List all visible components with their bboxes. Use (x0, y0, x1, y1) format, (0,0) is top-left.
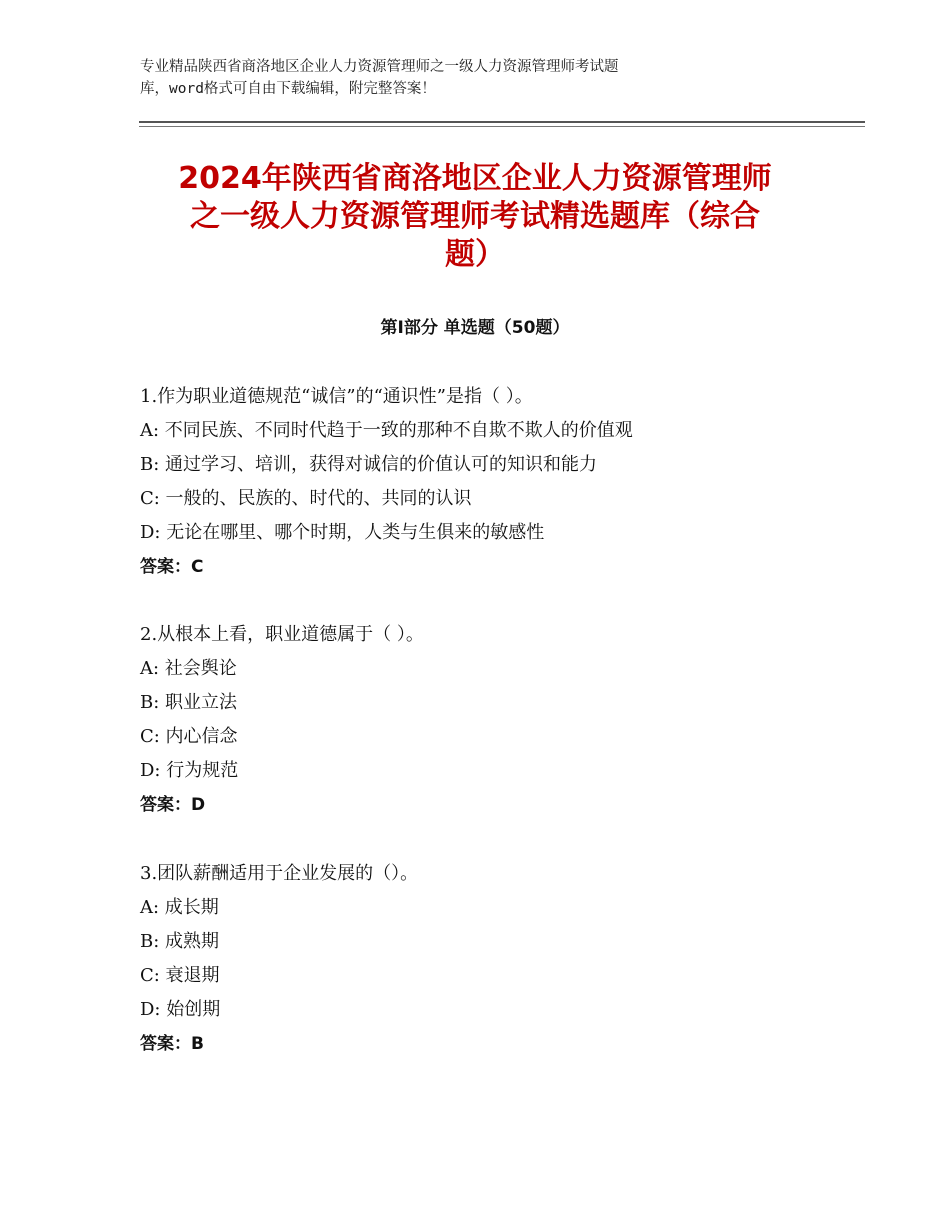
header-note (140, 56, 780, 100)
document-title-line-1: 2024年陕西省商洛地区企业人力资源管理师 (178, 161, 772, 196)
answer-label: 答案：D (140, 795, 206, 815)
header-divider-thin (139, 126, 865, 127)
option-c: C: 内心信念 (140, 726, 238, 747)
question-1 (140, 383, 840, 587)
document-title (120, 160, 830, 274)
document-title-line-3: 题） (445, 237, 505, 272)
question-stem: 3.团队薪酬适用于企业发展的（）。 (140, 863, 419, 884)
question-3 (140, 860, 840, 1064)
question-stem: 1.作为职业道德规范“诚信”的“通识性”是指（ ）。 (140, 386, 533, 407)
option-b: B: 通过学习、培训，获得对诚信的价值认可的知识和能力 (140, 454, 598, 475)
answer-label: 答案：C (140, 557, 204, 577)
document-title-line-2: 之一级人力资源管理师考试精选题库（综合 (190, 199, 760, 234)
option-b: B: 成熟期 (140, 931, 220, 952)
option-a: A: 不同民族、不同时代趋于一致的那种不自欺不欺人的价值观 (140, 420, 633, 441)
option-a: A: 社会舆论 (140, 658, 237, 679)
option-d: D: 无论在哪里、哪个时期，人类与生俱来的敏感性 (140, 522, 545, 543)
option-c: C: 一般的、民族的、时代的、共同的认识 (140, 488, 472, 509)
answer-label: 答案：B (140, 1034, 204, 1054)
header-divider-thick (139, 121, 865, 123)
question-stem: 2.从根本上看，职业道德属于（ ）。 (140, 624, 424, 645)
option-d: D: 始创期 (140, 999, 221, 1020)
option-b: B: 职业立法 (140, 692, 238, 713)
header-note-line-1: 专业精品陕西省商洛地区企业人力资源管理师之一级人力资源管理师考试题 (140, 59, 619, 75)
option-c: C: 衰退期 (140, 965, 220, 986)
section-heading: 第Ⅰ部分 单选题（50题） (380, 318, 570, 338)
question-2 (140, 621, 840, 825)
option-d: D: 行为规范 (140, 760, 239, 781)
option-a: A: 成长期 (140, 897, 219, 918)
header-note-line-2: 库，word格式可自由下载编辑，附完整答案！ (140, 81, 436, 97)
